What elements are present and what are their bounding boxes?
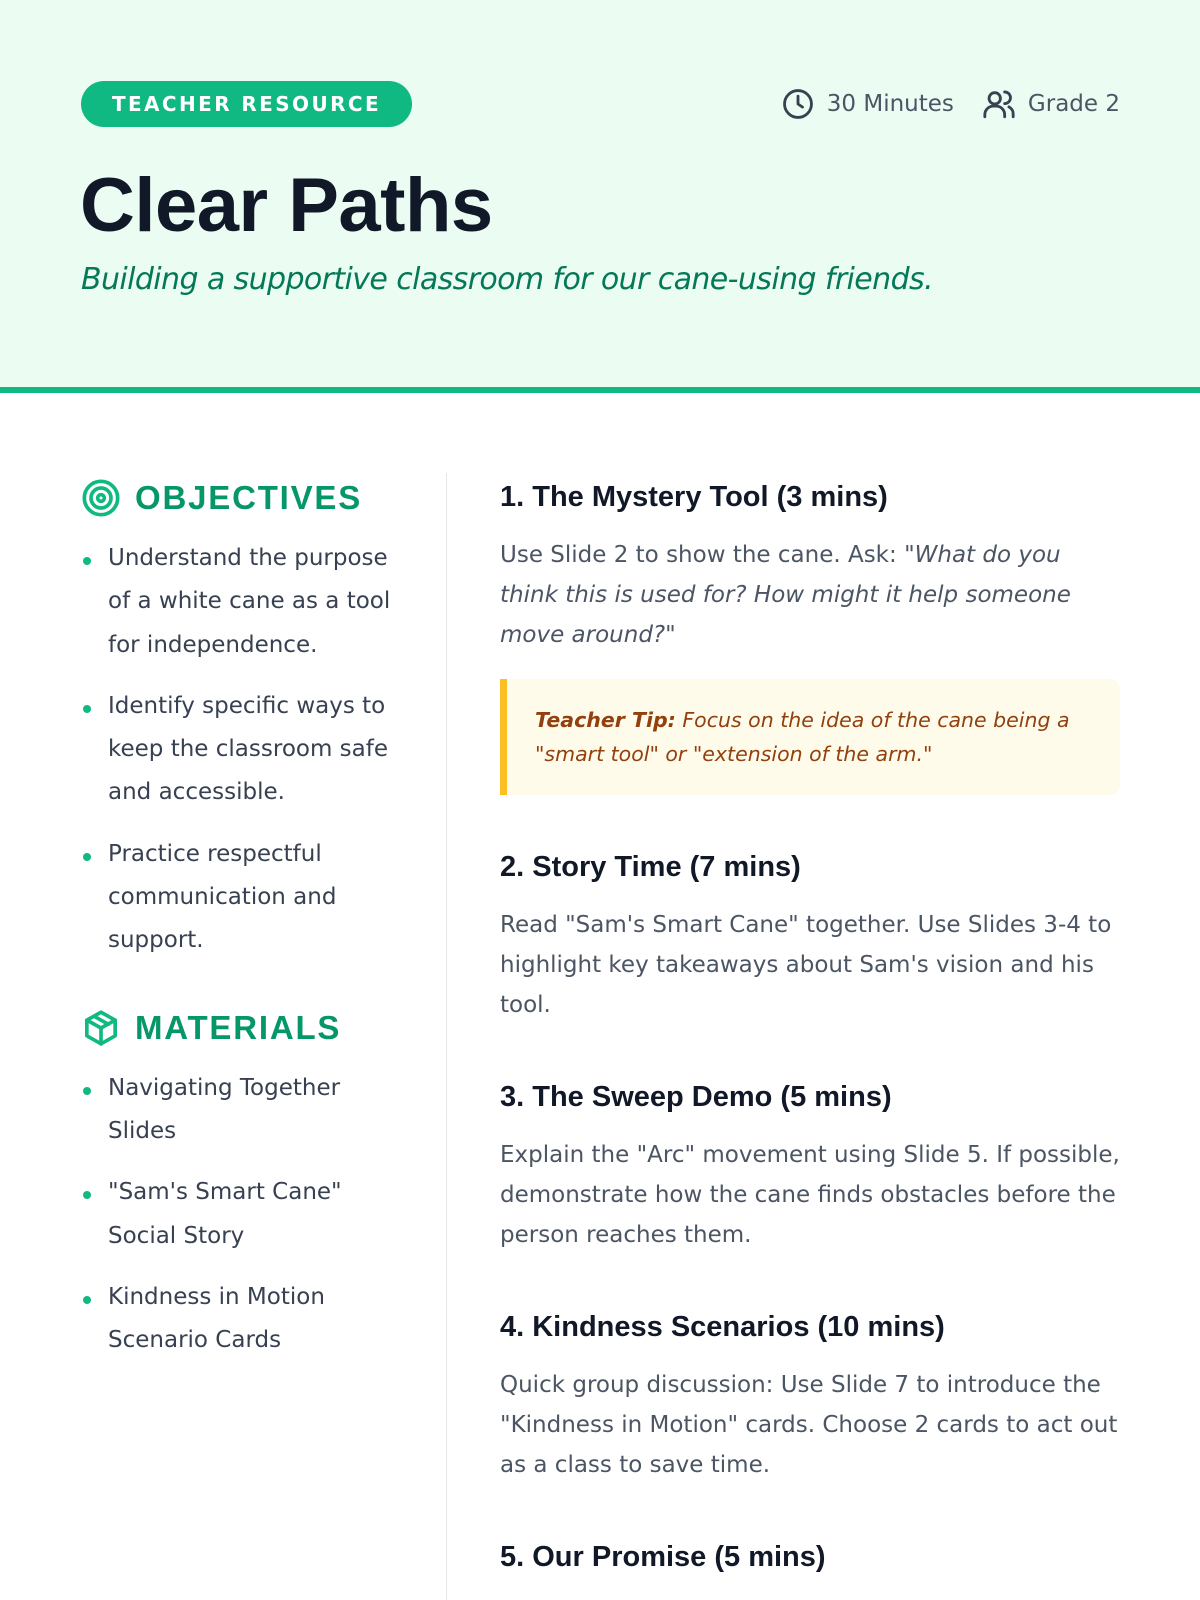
materials-heading	[81, 1003, 391, 1053]
materials-list	[81, 1067, 391, 1363]
teacher-tip	[500, 679, 1120, 795]
step-3	[500, 1073, 1120, 1255]
duration-label: 30 Minutes	[826, 91, 954, 117]
step-4	[500, 1303, 1120, 1485]
step-text-lead: Use Slide 2 to show the cane. Ask:	[500, 542, 905, 568]
step-title: 5. Our Promise (5 mins)	[500, 1541, 826, 1573]
list-item: Practice respectful communication and support.	[81, 833, 391, 963]
header	[0, 0, 1200, 393]
objectives-heading	[81, 473, 391, 523]
page-subtitle: Building a supportive classroom for our cane-using friends.	[81, 262, 933, 297]
clock-icon	[781, 87, 815, 121]
step-title: 1. The Mystery Tool (3 mins)	[500, 481, 888, 513]
teacher-tip-label: Teacher Tip:	[535, 708, 676, 732]
users-icon	[982, 87, 1016, 121]
step-title: 4. Kindness Scenarios (10 mins)	[500, 1311, 945, 1343]
teacher-resource-badge: TEACHER RESOURCE	[81, 81, 412, 127]
step-title: 3. The Sweep Demo (5 mins)	[500, 1081, 892, 1113]
step-text: Explain the "Arc" movement using Slide 5. If possible, demonstrate how the cane finds obstacles before the person reaches them.	[500, 1142, 1120, 1248]
target-icon	[81, 478, 121, 518]
list-item: Identify specific ways to keep the classroom safe and accessible.	[81, 685, 391, 815]
column-divider	[446, 473, 447, 1600]
materials-heading-label: MATERIALS	[135, 1008, 342, 1046]
list-item: Kindness in Motion Scenario Cards	[81, 1276, 391, 1363]
lesson-steps	[500, 473, 1120, 1600]
list-item: Navigating Together Slides	[81, 1067, 391, 1154]
page-title: Clear Paths	[80, 163, 493, 248]
objectives-heading-label: OBJECTIVES	[135, 479, 363, 516]
step-text: Quick group discussion: Use Slide 7 to introduce the "Kindness in Motion" cards. Choose 2 cards to act out as a class to save time.	[500, 1372, 1118, 1478]
grade-label: Grade 2	[1027, 91, 1120, 117]
step-1	[500, 473, 1120, 795]
list-item: "Sam's Smart Cane" Social Story	[81, 1171, 391, 1258]
lesson-meta	[781, 86, 1120, 122]
step-title: 2. Story Time (7 mins)	[500, 851, 801, 883]
list-item: Understand the purpose of a white cane as a tool for independence.	[81, 537, 391, 667]
step-2	[500, 843, 1120, 1025]
step-quote: "What do you think this is used for? How might it help someone move around?"	[500, 542, 1071, 648]
duration-meta	[781, 87, 954, 121]
grade-meta	[982, 87, 1120, 121]
package-icon	[81, 1008, 121, 1048]
step-5	[500, 1533, 1120, 1581]
teacher-tip-text: Focus on the idea of the cane being a "smart tool" or "extension of the arm."	[535, 708, 1070, 766]
sidebar	[81, 473, 391, 1380]
step-text: Read "Sam's Smart Cane" together. Use Slides 3-4 to highlight key takeaways about Sam's vision and his tool.	[500, 912, 1112, 1018]
objectives-list	[81, 537, 391, 963]
step-text	[500, 535, 1120, 655]
